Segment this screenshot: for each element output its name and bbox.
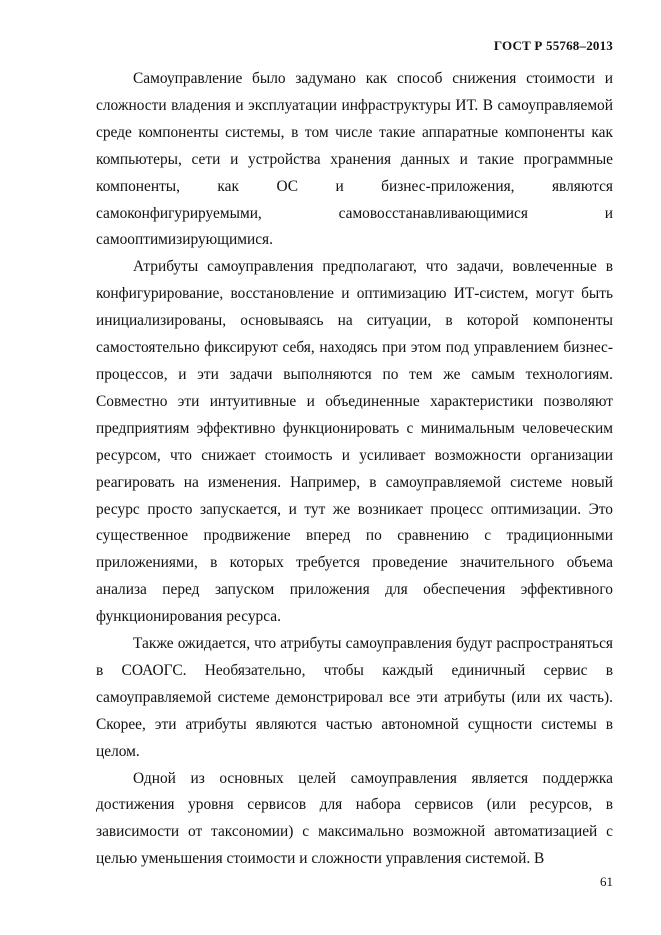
paragraph-self-management-attributes: Атрибуты самоуправления предполагают, что задачи, вовлеченные в конфигурирование, восстановление и оптимизацию ИТ-систем, могут быть инициализированы, основываясь на ситуации, в которой компоненты самостоятельно фиксируют себя, находясь при этом под управлением бизнес-процессов, и эти задачи выполняются по тем же самым технологиям. Совместно эти интуитивные и объединенные характеристики позволяют предприятиям эффективно функционировать с минимальным человеческим ресурсом, что снижает стоимость и усиливает возможности организации реагировать на изменения. Например, в самоуправляемой системе новый ресурс просто запускается, и тут же возникает процесс оптимизации. Это существенное продвижение вперед по сравнению с традиционными приложениями, в которых требуется проведение значительного объема анализа перед запуском приложения для обеспечения эффективного функционирования ресурса.: [96, 258, 613, 626]
paragraph-attributes-expectation: Также ожидается, что атрибуты самоуправления будут распространяться в СОАОГС. Необязательно, чтобы каждый единичный сервис в самоуправляемой системе демонстрировал все эти атрибуты (или их часть). Скорее, эти атрибуты являются частью автономной сущности системы в целом.: [96, 635, 613, 760]
paragraph-self-management-intro: Самоуправление было задумано как способ снижения стоимости и сложности владения и эксплуатации инфраструктуры ИТ. В самоуправляемой среде компоненты системы, в том числе такие аппаратные компоненты как компьютеры, сети и устройства хранения данных и такие программные компоненты, как ОС и бизнес-приложения, являются самоконфигурируемыми, самовосстанавливающимися и самооптимизирующимися.: [96, 70, 613, 249]
page-number: 61: [600, 874, 613, 889]
document-body: [96, 66, 613, 873]
document-code-header: ГОСТ Р 55768–2013: [493, 38, 613, 53]
paragraph-self-management-goals: Одной из основных целей самоуправления является поддержка достижения уровня сервисов для набора сервисов (или ресурсов, в зависимости от таксономии) с максимально возможной автоматизацией с целью уменьшения стоимости и сложности управления системой. В: [96, 769, 613, 868]
